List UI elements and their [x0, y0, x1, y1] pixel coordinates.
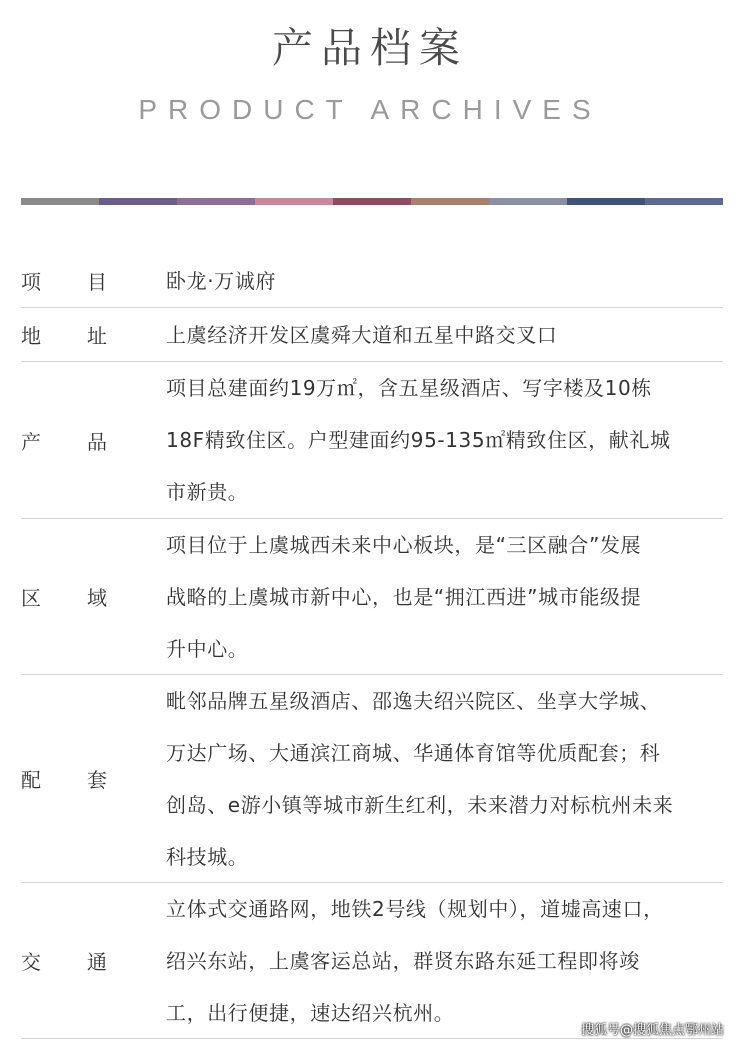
color-bar-segment [333, 198, 411, 205]
row-content [166, 309, 723, 361]
color-bar-segment [177, 198, 255, 205]
label-char: 配 [21, 768, 41, 792]
content-line: 绍兴东站，上虞客运总站，群贤东路东延工程即将竣 [166, 948, 640, 973]
label-char: 交 [21, 950, 41, 974]
content-line: 市新贵。 [166, 480, 249, 504]
content-line: 卧龙·万诚府 [166, 268, 276, 293]
page-title-cn: 产品档案 [272, 24, 468, 72]
row-label [21, 582, 166, 611]
row-label [21, 320, 166, 349]
content-line: 上虞经济开发区虞舜大道和五星中路交叉口 [166, 322, 558, 347]
color-bar-segment [411, 198, 489, 205]
color-bar-segment [567, 198, 645, 205]
content-line: 科技城。 [166, 844, 249, 869]
color-bar-divider [21, 198, 723, 205]
archive-table [21, 254, 723, 1039]
row-content [166, 255, 723, 307]
label-char: 套 [87, 768, 107, 792]
content-line: 升中心。 [166, 636, 249, 661]
table-row-amenities [21, 675, 723, 883]
table-row-transport [21, 883, 723, 1039]
label-char: 地 [21, 324, 41, 348]
content-line: 战略的上虞城市新中心，也是“拥江西进”城市能级提 [166, 584, 642, 609]
table-row-product [21, 362, 723, 519]
label-char: 通 [87, 950, 107, 974]
color-bar-segment [99, 198, 177, 205]
row-content [166, 883, 723, 1039]
label-char: 区 [21, 586, 41, 610]
color-bar-segment [489, 198, 567, 205]
content-line: 创岛、e游小镇等城市新生红利，未来潜力对标杭州未来 [166, 792, 674, 817]
content-line: 项目总建面约19万㎡，含五星级酒店、写字楼及10栋 [166, 376, 652, 400]
label-char: 目 [87, 270, 107, 294]
row-label [21, 946, 166, 975]
watermark: 搜狐号@搜狐焦点鄂州站 [580, 1023, 724, 1038]
row-content [166, 675, 723, 883]
row-content [166, 519, 723, 675]
label-char: 域 [87, 586, 107, 610]
table-row-address [21, 308, 723, 362]
content-line: 立体式交通路网，地铁2号线（规划中），道墟高速口， [166, 896, 664, 921]
table-row-region [21, 519, 723, 675]
row-label [21, 764, 166, 793]
color-bar-segment [21, 198, 99, 205]
row-label [21, 266, 166, 295]
label-char: 产 [21, 429, 41, 454]
content-line: 毗邻品牌五星级酒店、邵逸夫绍兴院区、坐享大学城、 [166, 688, 661, 713]
content-line: 工，出行便捷，速达绍兴杭州。 [166, 1000, 455, 1025]
row-label [21, 426, 166, 455]
color-bar-segment [645, 198, 723, 205]
content-line: 18F精致住区。户型建面约95-135㎡精致住区，献礼城 [166, 428, 671, 452]
color-bar-segment [255, 198, 333, 205]
content-line: 项目位于上虞城西未来中心板块，是“三区融合”发展 [166, 532, 642, 557]
label-char: 项 [21, 270, 41, 294]
table-row-project [21, 254, 723, 308]
content-line: 万达广场、大通滨江商城、华通体育馆等优质配套；科 [166, 740, 661, 765]
row-content [166, 362, 723, 518]
page-title-en: PRODUCT ARCHIVES [138, 94, 602, 125]
label-char: 址 [87, 324, 107, 348]
label-char: 品 [87, 429, 107, 454]
